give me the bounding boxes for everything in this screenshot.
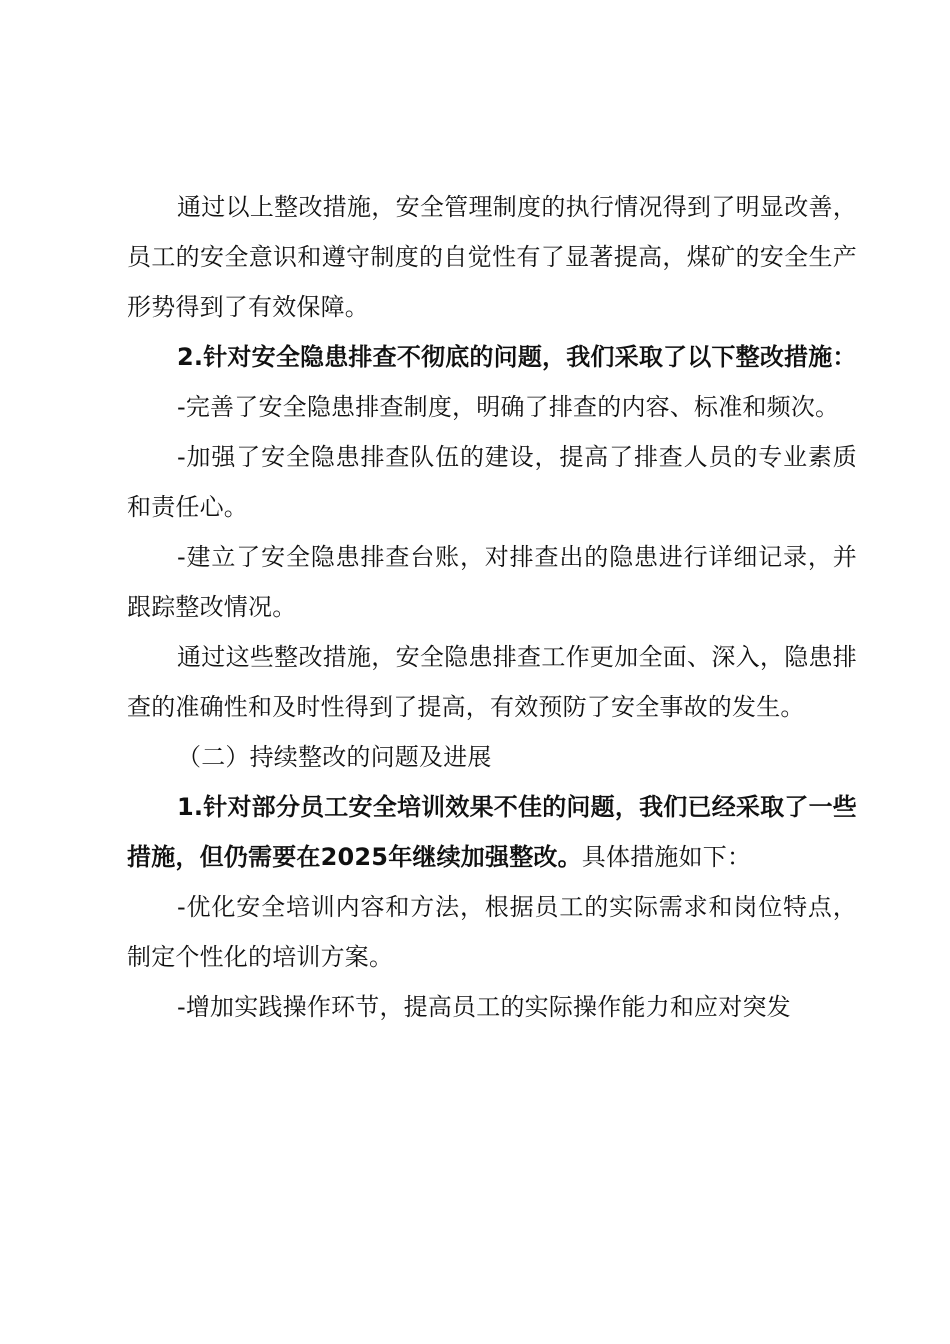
paragraph-text: -增加实践操作环节，提高员工的实际操作能力和应对突发 [177,993,791,1021]
paragraph-measure-4 [127,882,857,982]
paragraph-heading-text: 2.针对安全隐患排查不彻底的问题，我们采取了以下整改措施： [177,343,857,371]
section-heading-text: （二）持续整改的问题及进展 [177,743,492,771]
paragraph-heading-1 [127,782,857,882]
paragraph-text: 通过以上整改措施，安全管理制度的执行情况得到了明显改善，员工的安全意识和遵守制度的自觉性有了显著提高，煤矿的安全生产形势得到了有效保障。 [127,193,857,321]
paragraph-text: 具体措施如下： [581,843,752,871]
paragraph-heading-text: 1.针对部分员工安全培训效果不佳的问题，我们已经采取了一些措施，但仍需要在2025年继续加强整改。 [127,793,857,871]
paragraph-measure-1 [127,382,857,432]
paragraph-summary-2 [127,632,857,732]
paragraph-summary-1 [127,182,857,332]
paragraph-text: -优化安全培训内容和方法，根据员工的实际需求和岗位特点，制定个性化的培训方案。 [127,893,857,971]
paragraph-heading-2 [127,332,857,382]
section-heading [127,732,857,782]
paragraph-text: 通过这些整改措施，安全隐患排查工作更加全面、深入，隐患排查的准确性和及时性得到了提高，有效预防了安全事故的发生。 [127,643,857,721]
paragraph-measure-3 [127,532,857,632]
document-body [127,182,857,1032]
paragraph-measure-5 [127,982,857,1032]
paragraph-text: -完善了安全隐患排查制度，明确了排查的内容、标准和频次。 [177,393,840,421]
paragraph-text: -建立了安全隐患排查台账，对排查出的隐患进行详细记录，并跟踪整改情况。 [127,543,857,621]
paragraph-measure-2 [127,432,857,532]
paragraph-text: -加强了安全隐患排查队伍的建设，提高了排查人员的专业素质和责任心。 [127,443,857,521]
